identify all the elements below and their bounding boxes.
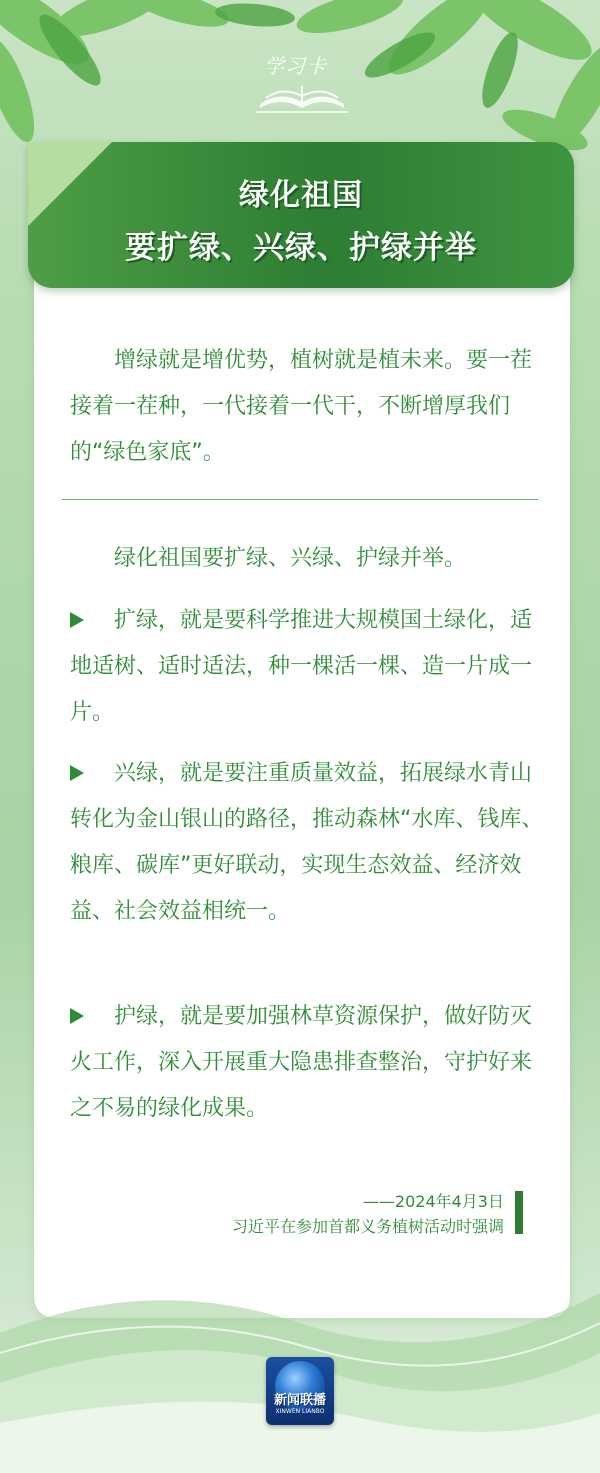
study-card-logo	[252, 50, 352, 116]
point-expand-green	[70, 598, 548, 736]
open-book-icon	[252, 76, 352, 116]
source-date: ——2024年4月3日	[362, 1192, 504, 1211]
point-text: 扩绿，就是要科学推进大规模国土绿化，适地适树、适时适法，种一棵活一棵、造一片成一片。	[70, 608, 533, 725]
triangle-right-icon	[70, 612, 84, 628]
section-divider	[62, 499, 538, 500]
point-develop-green	[70, 751, 548, 935]
news-logo-name: 新闻联播	[273, 1393, 326, 1408]
triangle-right-icon	[70, 765, 84, 781]
point-text: 兴绿，就是要注重质量效益，拓展绿水青山转化为金山银山的路径，推动森林“水库、钱库、粮库、碳库”更好联动，实现生态效益、经济效益、社会效益相统一。	[70, 761, 544, 924]
news-logo-subtitle: XINWEN LIANBO	[275, 1408, 325, 1415]
point-protect-green	[70, 994, 548, 1132]
lead-sentence: 绿化祖国要扩绿、兴绿、护绿并举。	[114, 546, 467, 571]
title-line-1: 绿化祖国	[239, 178, 363, 213]
point-text: 护绿，就是要加强林草资源保护，做好防灭火工作，深入开展重大隐患排查整治，守护好来之不易的绿化成果。	[70, 1004, 533, 1121]
wave-decoration	[0, 1213, 600, 1473]
intro-paragraph: 增绿就是增优势，植树就是植未来。要一茬接着一茬种，一代接着一代干，不断增厚我们的“绿色家底”。	[70, 348, 533, 465]
triangle-right-icon	[70, 1008, 84, 1024]
banner-fold-corner	[28, 142, 112, 226]
news-broadcast-logo	[266, 1357, 334, 1425]
title-line-2: 要扩绿、兴绿、护绿并举	[125, 230, 477, 266]
source-event: 习近平在参加首都义务植树活动时强调	[231, 1217, 504, 1236]
logo-text: 学习卡	[264, 54, 327, 78]
